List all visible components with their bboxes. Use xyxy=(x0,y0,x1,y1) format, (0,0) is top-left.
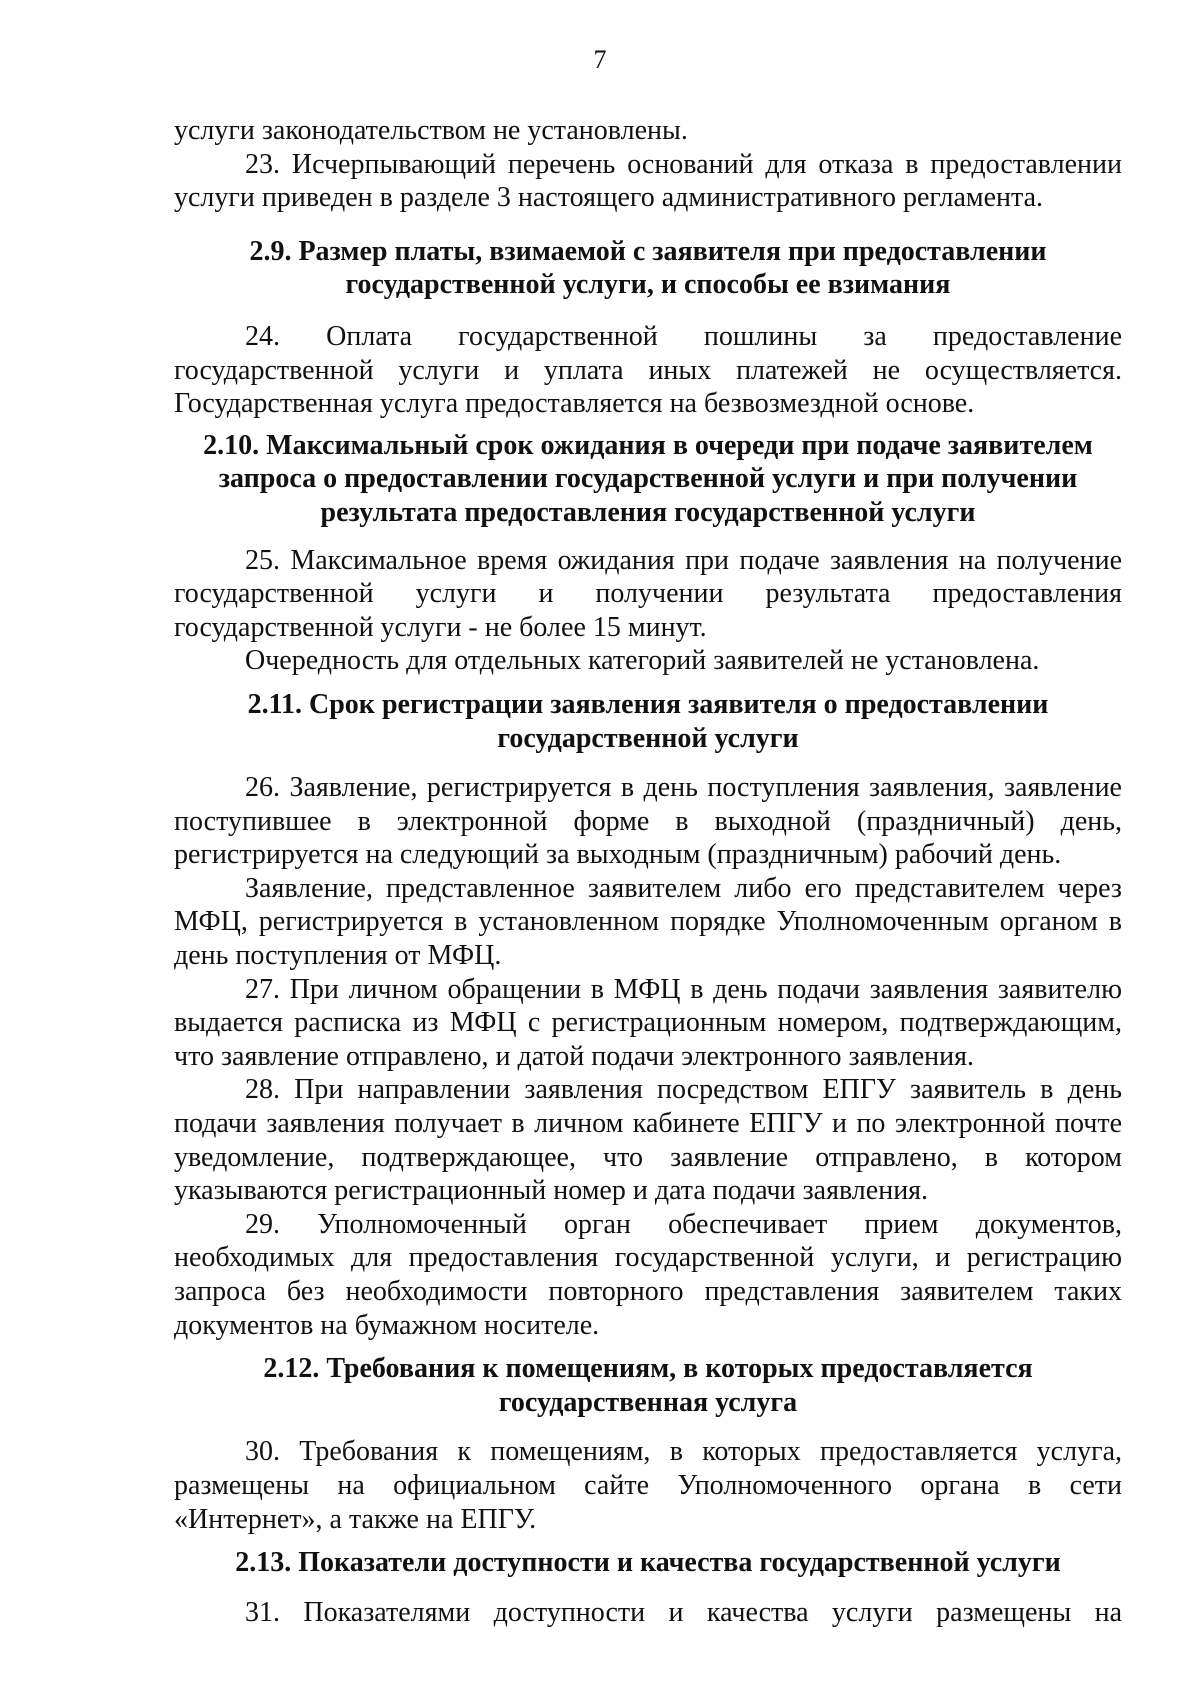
section-2-9-heading-line: 2.9. Размер платы, взимаемой с заявителя при предоставлении xyxy=(249,235,1047,267)
section-2-10-heading-line: запроса о предоставлении государственной услуги и при получении xyxy=(218,463,1078,495)
paragraph-25-queue: Очередность для отдельных категорий заявителей не установлена. xyxy=(245,645,1040,677)
paragraph-25: 25. Максимальное время ожидания при подаче заявления на получение государственной услуги и получении результата предоставления государственной услуги - не более 15 минут. xyxy=(174,544,1122,643)
paragraph-26: 26. Заявление, регистрируется в день поступления заявления, заявление поступившее в электронной форме в выходной (праздничный) день, регистрируется на следующий за выходным (праздничным) рабочий день. xyxy=(174,772,1122,871)
section-2-11-heading-line: государственной услуги xyxy=(497,722,799,754)
section-2-10-heading-line: результата предоставления государственной услуги xyxy=(320,496,976,528)
continuation-text: услуги законодательством не установлены. xyxy=(174,115,688,146)
paragraph-24: 24. Оплата государственной пошлины за предоставление государственной услуги и уплата иных платежей не осуществляется. Государственная услуга предоставляется на безвозмездной основе. xyxy=(174,320,1122,420)
paragraph-28: 28. При направлении заявления посредством ЕПГУ заявитель в день подачи заявления получает в личном кабинете ЕПГУ и по электронной почте уведомление, подтверждающее, что заявление отправлено, в котором указываются регистрационный номер и дата подачи заявления. xyxy=(174,1074,1122,1207)
section-2-13-heading-line: 2.13. Показатели доступности и качества государственной услуги xyxy=(235,1547,1061,1579)
page-number: 7 xyxy=(593,45,607,74)
paragraph-30: 30. Требования к помещениям, в которых предоставляется услуга, размещены на официальном сайте Уполномоченного органа в сети «Интернет», а также на ЕПГУ. xyxy=(174,1436,1122,1535)
section-2-13-heading xyxy=(174,1546,1122,1580)
section-2-10-heading-line: 2.10. Максимальный срок ожидания в очереди при подаче заявителем xyxy=(203,429,1093,461)
section-2-12-heading xyxy=(174,1352,1122,1419)
section-2-12-heading-line: 2.12. Требования к помещениям, в которых предоставляется xyxy=(263,1353,1033,1385)
paragraph-31: 31. Показателями доступности и качества услуги размещены на xyxy=(245,1596,1122,1628)
section-2-11-heading-line: 2.11. Срок регистрации заявления заявителя о предоставлении xyxy=(247,688,1049,720)
paragraph-29: 29. Уполномоченный орган обеспечивает прием документов, необходимых для предоставления государственной услуги, и регистрацию запроса без необходимости повторного представления заявителем таких документов на бумажном носителе. xyxy=(174,1208,1122,1341)
paragraph-26-mfc: Заявление, представленное заявителем либо его представителем через МФЦ, регистрируется в установленном порядке Уполномоченным органом в день поступления от МФЦ. xyxy=(174,872,1122,972)
section-2-12-heading-line: государственная услуга xyxy=(498,1386,798,1418)
section-2-11-heading xyxy=(174,688,1122,755)
section-2-10-heading xyxy=(174,429,1122,530)
paragraph-27: 27. При личном обращении в МФЦ в день подачи заявления заявителю выдается расписка из МФЦ с регистрационным номером, подтверждающим, что заявление отправлено, и датой подачи электронного заявления. xyxy=(174,973,1122,1072)
section-2-9-heading xyxy=(174,235,1122,302)
paragraph-23: 23. Исчерпывающий перечень оснований для отказа в предоставлении услуги приведен в разделе 3 настоящего административного регламента. xyxy=(174,148,1122,214)
page-content xyxy=(174,114,1122,1629)
section-2-9-heading-line: государственной услуги, и способы ее взимания xyxy=(345,269,951,301)
